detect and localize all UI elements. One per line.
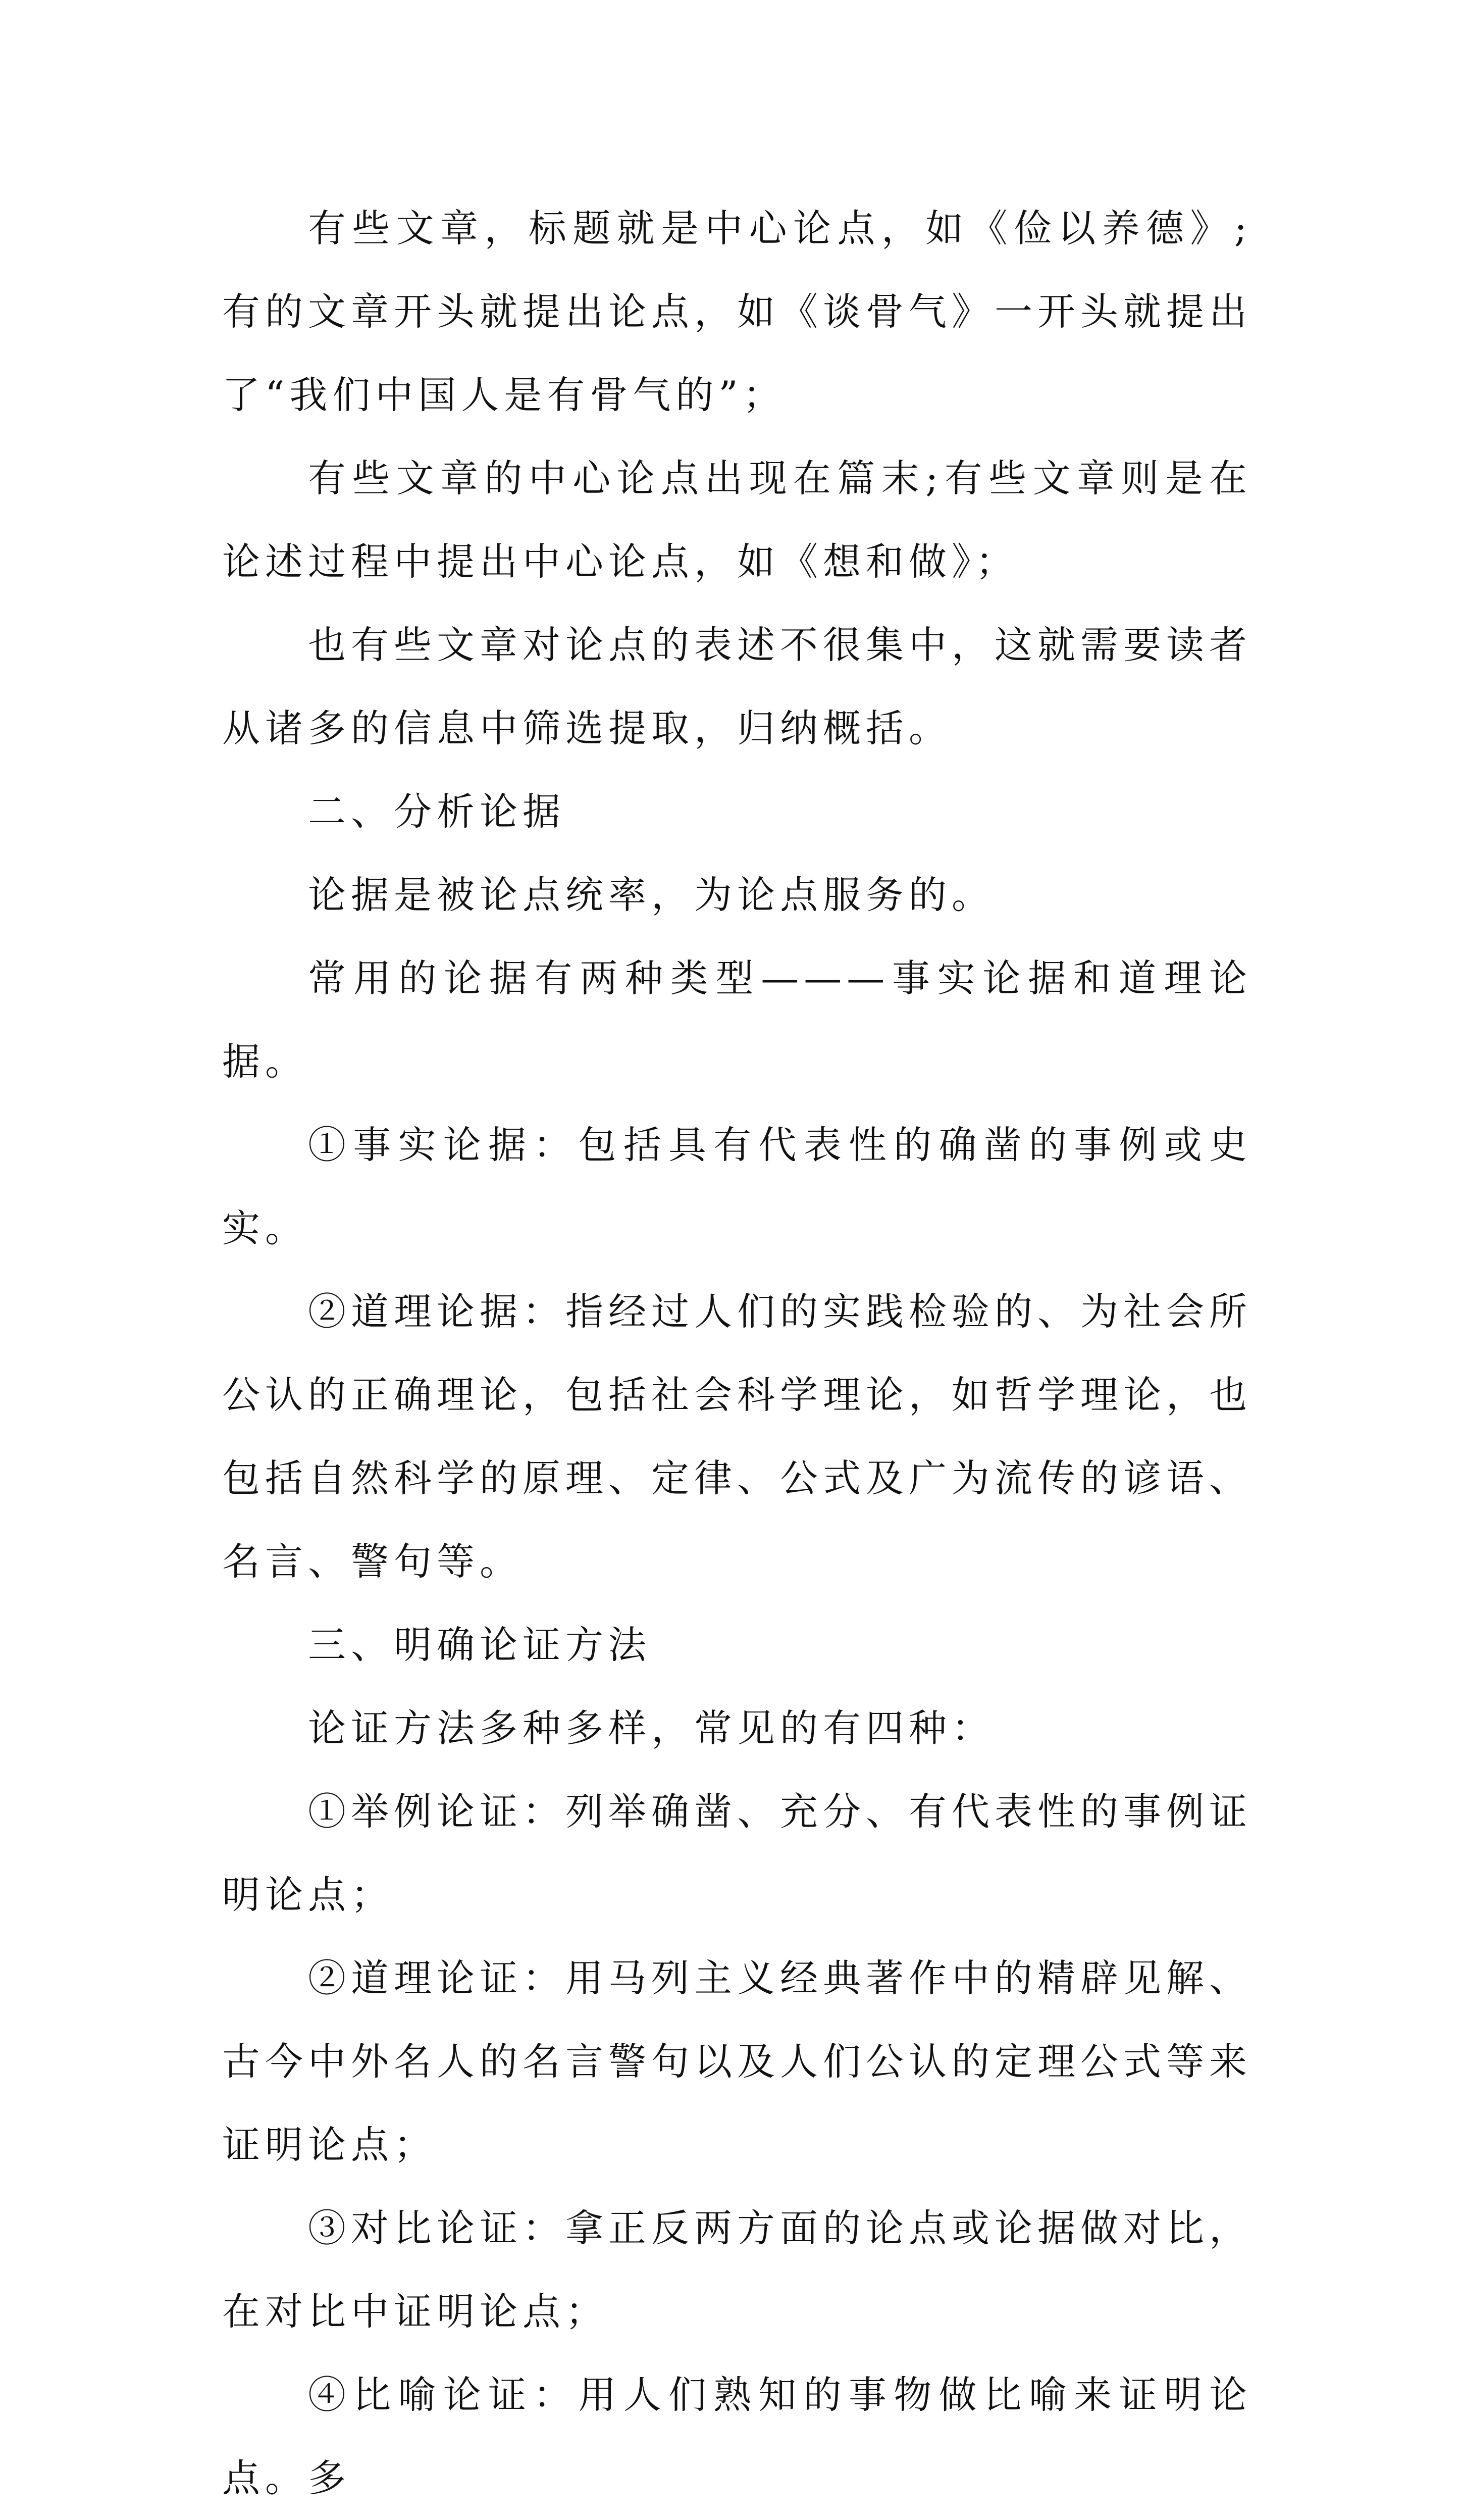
list-item-example-argument: ①举例论证：列举确凿、充分、有代表性的事例证明论点； xyxy=(222,1789,1253,1917)
section-heading-analyze-evidence: 二、分析论据 xyxy=(308,789,566,834)
paragraph-methods-intro: 论证方法多种多样，常见的有四种： xyxy=(308,1706,995,1750)
paragraph-central-point-end: 有些文章的中心论点出现在篇末;有些文章则是在论述过程中提出中心论点，如《想和做》； xyxy=(222,456,1252,584)
list-item-reasoning-evidence: ②道理论据：指经过人们的实践检验的、为社会所公认的正确理论，包括社会科学理论，如哲学理论，也包括自然科学的原理、定律、公式及广为流传的谚语、名言、警句等。 xyxy=(222,1289,1253,1584)
document-body xyxy=(222,187,1252,2520)
list-item-factual-evidence: ①事实论据：包括具有代表性的确凿的事例或史实。 xyxy=(222,1123,1252,1250)
paragraph-evidence-definition: 论据是被论点统率，为论点服务的。 xyxy=(308,873,995,917)
section-heading-argument-methods: 三、明确论证方法 xyxy=(308,1623,652,1667)
paragraph-evidence-types: 常用的论据有两种类型———事实论据和道理论据。 xyxy=(222,956,1252,1084)
list-item-metaphor-argument: ④比喻论证：用人们熟知的事物做比喻来证明论点。多 xyxy=(222,2373,1252,2500)
list-item-contrast-argument: ③对比论证：拿正反两方面的论点或论据做对比，在对比中证明论点； xyxy=(222,2206,1253,2334)
paragraph-central-point-scattered: 也有些文章对论点的表述不很集中，这就需要读者从诸多的信息中筛选提取，归纳概括。 xyxy=(222,623,1253,750)
list-item-reasoning-argument: ②道理论证：用马列主义经典著作中的精辟见解、古今中外名人的名言警句以及人们公认的定理公式等来证明论点； xyxy=(222,1956,1253,2167)
paragraph-central-point-title: 有些文章，标题就是中心论点，如《俭以养德》;有的文章开头就提出论点，如《谈骨气》一开头就提出了“我们中国人是有骨气的”； xyxy=(222,206,1253,417)
